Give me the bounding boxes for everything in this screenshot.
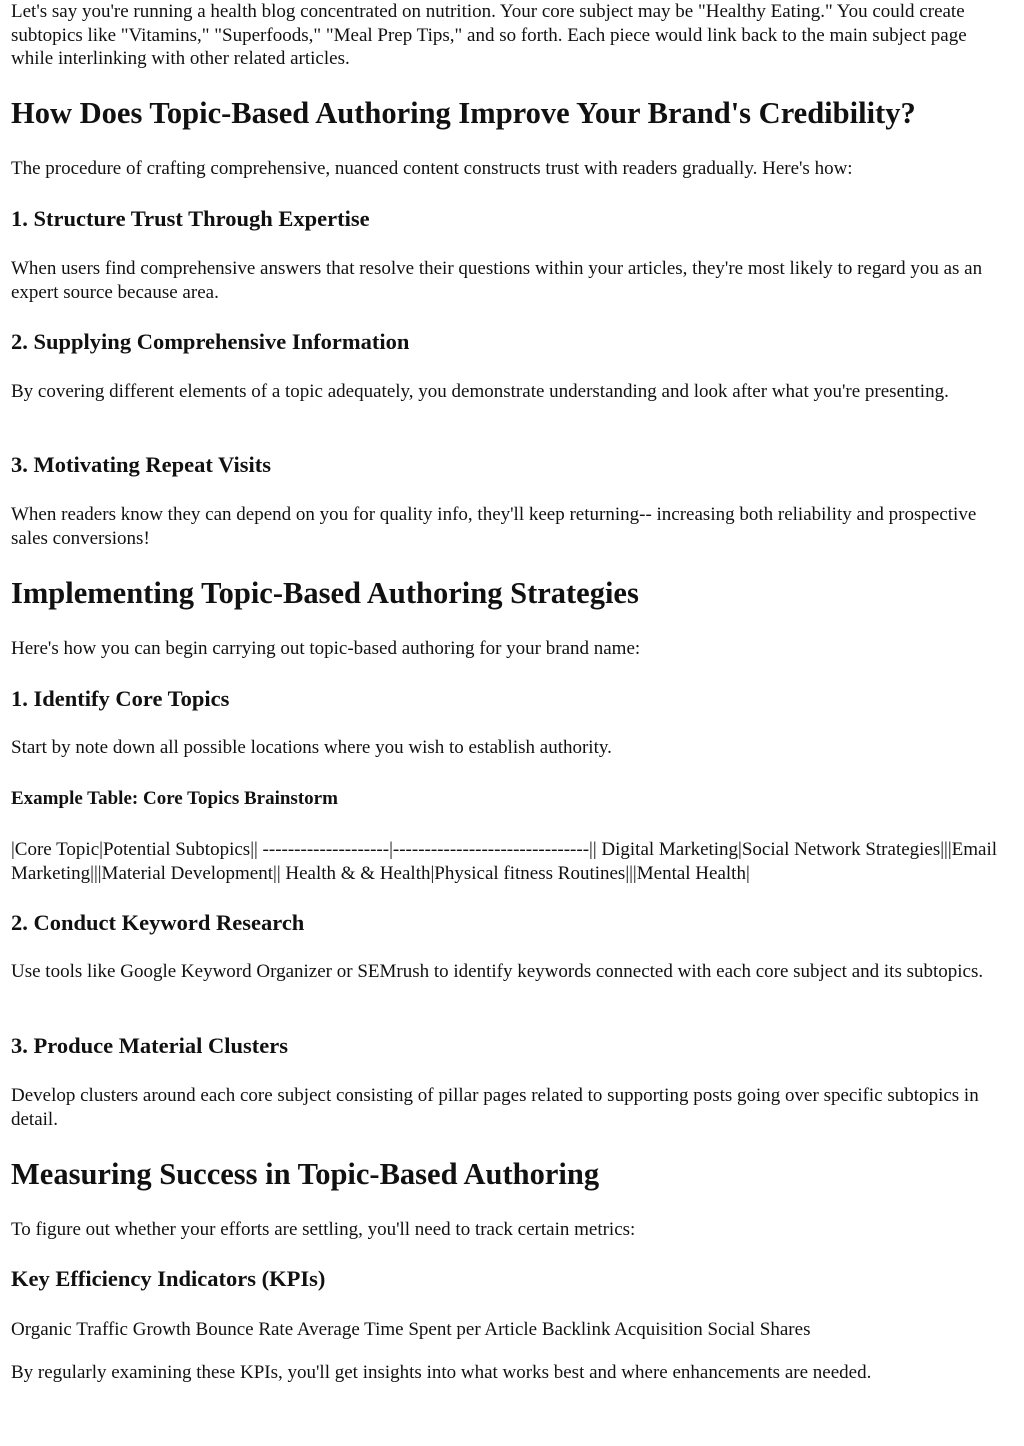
heading-core-topics: 1. Identify Core Topics [11, 686, 230, 711]
trust-paragraph: When users find comprehensive answers that resolve their questions within your articles, they're most likely to regard you as an expert source because area. [11, 258, 983, 303]
credibility-intro-paragraph: The procedure of crafting comprehensive, nuanced content constructs trust with readers gradually. Here's how: [11, 158, 853, 179]
table-raw-text: |Core Topic|Potential Subtopics|| --------------------|-------------------------------|| Digital Marketing|Social Network Strategies|||Email Marketing|||Material Development|| Health & & Health|Physical fitness Routines|||Mental Health| [11, 839, 998, 884]
heading-example-table: Example Table: Core Topics Brainstorm [11, 788, 338, 809]
keyword-paragraph: Use tools like Google Keyword Organizer or SEMrush to identify keywords connected with each core subject and its subtopics. [11, 961, 984, 982]
heading-comprehensive-info: 2. Supplying Comprehensive Information [11, 329, 410, 354]
heading-trust-expertise: 1. Structure Trust Through Expertise [11, 206, 370, 231]
info-paragraph: By covering different elements of a topic adequately, you demonstrate understanding and look after what you're presenting. [11, 381, 949, 402]
measuring-intro-paragraph: To figure out whether your efforts are settling, you'll need to track certain metrics: [11, 1219, 636, 1240]
kpi-list-paragraph: Organic Traffic Growth Bounce Rate Average Time Spent per Article Backlink Acquisition Social Shares [11, 1319, 811, 1340]
heading-measuring: Measuring Success in Topic-Based Authoring [11, 1157, 600, 1191]
heading-repeat-visits: 3. Motivating Repeat Visits [11, 452, 271, 477]
heading-kpis: Key Efficiency Indicators (KPIs) [11, 1266, 326, 1291]
intro-paragraph: Let's say you're running a health blog concentrated on nutrition. Your core subject may be "Healthy Eating." You could create subtopics like "Vitamins," "Superfoods," "Meal Prep Tips," and so forth. Each piece would link back to the main subject page while interlinking with other related articles. [11, 1, 967, 69]
implementing-intro-paragraph: Here's how you can begin carrying out topic-based authoring for your brand name: [11, 638, 641, 659]
visits-paragraph: When readers know they can depend on you for quality info, they'll keep returning-- increasing both reliability and prospective sales conversions! [11, 504, 977, 549]
heading-material-clusters: 3. Produce Material Clusters [11, 1033, 289, 1058]
closing-paragraph: By regularly examining these KPIs, you'll get insights into what works best and where enhancements are needed. [11, 1362, 872, 1383]
heading-implementing: Implementing Topic-Based Authoring Strategies [11, 576, 639, 610]
heading-keyword-research: 2. Conduct Keyword Research [11, 910, 305, 935]
heading-credibility: How Does Topic-Based Authoring Improve Your Brand's Credibility? [11, 96, 916, 130]
clusters-paragraph: Develop clusters around each core subject consisting of pillar pages related to supporting posts going over specific subtopics in detail. [11, 1085, 979, 1130]
core-topics-paragraph: Start by note down all possible locations where you wish to establish authority. [11, 737, 612, 758]
